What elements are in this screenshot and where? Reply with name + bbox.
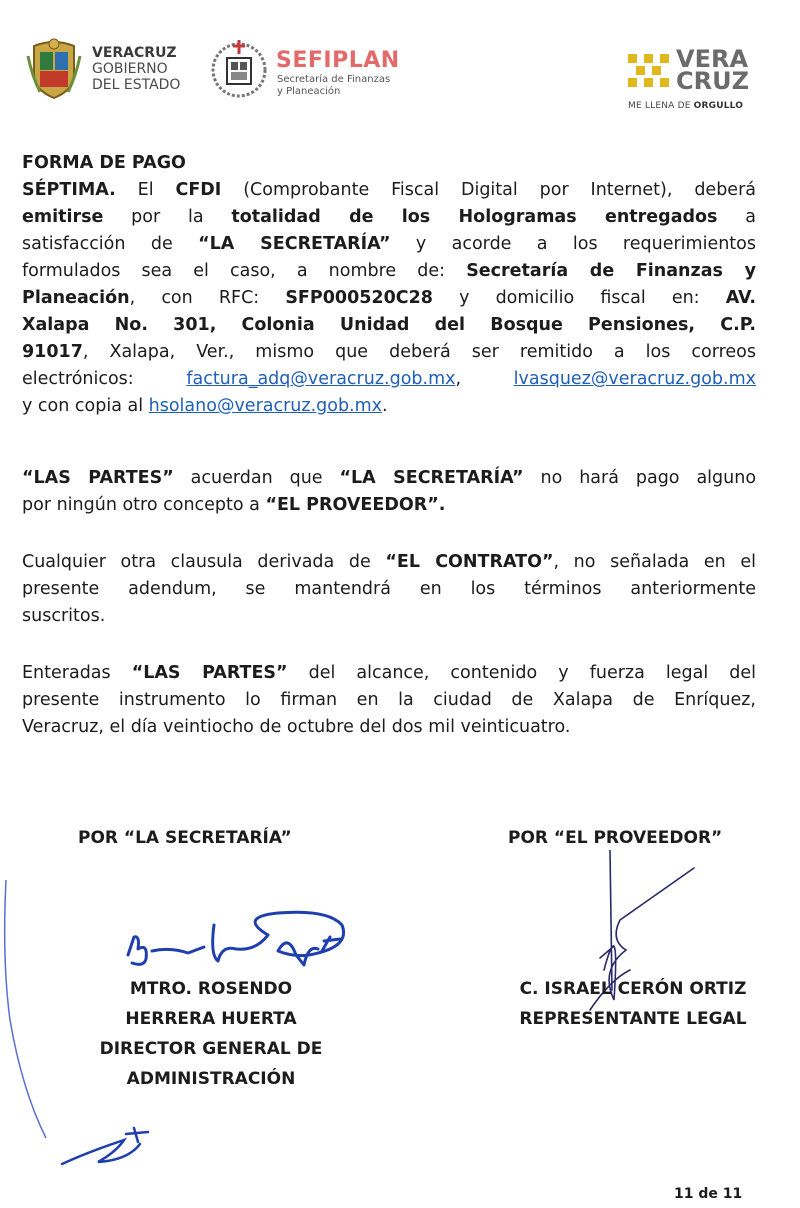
- signatory-proveedor: [478, 974, 788, 1034]
- veracruz-brand-word: [676, 45, 749, 95]
- sefiplan-sub-2: y Planeación: [277, 86, 341, 97]
- p4-line-3: Veracruz, el día veintiocho de octubre del dos mil veinticuatro.: [22, 717, 571, 737]
- p4-l1-c: del alcance, contenido y fuerza legal del: [287, 663, 756, 683]
- vera-tag-bold: ORGULLO: [693, 101, 744, 111]
- p3-line-1: [22, 549, 756, 576]
- p2-l2-b: “EL PROVEEDOR”: [265, 495, 439, 515]
- gob-line-1: VERACRUZ: [92, 45, 177, 61]
- right-name-1: C. ISRAEL CERÓN ORTIZ: [519, 979, 747, 999]
- email-link-factura[interactable]: factura_adq@veracruz.gob.mx: [186, 369, 456, 389]
- signature-heading-secretaria: POR “LA SECRETARÍA”: [78, 828, 292, 848]
- p3-l1-c: , no señalada en el: [553, 552, 757, 572]
- clause-line-8: [22, 366, 756, 393]
- sefiplan-title: SEFIPLAN: [276, 48, 400, 73]
- c-l5-b: , con RFC:: [129, 288, 286, 308]
- clause-heading: FORMA DE PAGO: [22, 153, 186, 173]
- c-l9-b: .: [382, 396, 388, 416]
- c-l1-a: SÉPTIMA.: [22, 180, 116, 200]
- p2-l1-a: “LAS PARTES”: [22, 468, 174, 488]
- paragraph-no-payment: [22, 465, 756, 519]
- c-l1-d: (Comprobante Fiscal Digital por Internet), deberá: [221, 180, 756, 200]
- p3-l1-a: Cualquier otra clausula derivada de: [22, 552, 386, 572]
- vera-line-1: VERA: [676, 45, 749, 73]
- clause-line-9: [22, 393, 756, 420]
- c-l5-e: AV.: [725, 288, 756, 308]
- p2-l1-d: no hará pago alguno: [523, 468, 757, 488]
- c-l5-a: Planeación: [22, 288, 130, 308]
- right-name-2: REPRESENTANTE LEGAL: [519, 1009, 747, 1029]
- p4-line-2: presente instrumento lo firman en la ciudad de Xalapa de Enríquez,: [22, 690, 756, 710]
- c-l3-a: satisfacción de: [22, 234, 199, 254]
- c-l3-b: “LA SECRETARÍA”: [198, 234, 391, 254]
- vera-tag-pre: ME LLENA DE: [628, 101, 694, 111]
- p2-l2-a: por ningún otro concepto a: [22, 495, 266, 515]
- veracruz-coat-of-arms-icon: [26, 36, 82, 100]
- c-l8-a: electrónicos:: [22, 369, 187, 389]
- c-l4-a: formulados sea el caso, a nombre de:: [22, 261, 467, 281]
- sefiplan-subtitle: [277, 74, 390, 98]
- left-name-4: ADMINISTRACIÓN: [126, 1069, 296, 1089]
- veracruz-brand-mark-icon: [628, 52, 670, 90]
- p2-line-1: [22, 465, 756, 492]
- clause-line-6: Xalapa No. 301, Colonia Unidad del Bosque Pensiones, C.P.: [22, 315, 756, 335]
- clause-septima: [22, 150, 756, 420]
- c-l4-b: Secretaría de Finanzas y: [466, 261, 756, 281]
- sefiplan-sub-1: Secretaría de Finanzas: [277, 74, 391, 85]
- clause-line-7: [22, 339, 756, 366]
- p3-line-2: presente adendum, se mantendrá en los términos anteriormente: [22, 579, 756, 599]
- page-number: 11 de 11: [674, 1186, 743, 1202]
- c-l1-b: El: [115, 180, 176, 200]
- left-name-1: MTRO. ROSENDO: [129, 979, 293, 999]
- c-l2-b: por la: [103, 207, 232, 227]
- c-l2-c: totalidad de los Hologramas entregados: [231, 207, 718, 227]
- clause-line-5: [22, 285, 756, 312]
- veracruz-tagline: [628, 101, 743, 111]
- email-link-lvasquez[interactable]: lvasquez@veracruz.gob.mx: [513, 369, 756, 389]
- c-l7-a: 91017: [22, 342, 83, 362]
- clause-line-2: [22, 204, 756, 231]
- c-l5-d: y domicilio fiscal en:: [432, 288, 726, 308]
- p4-l1-b: “LAS PARTES”: [131, 663, 288, 683]
- c-l7-b: , Xalapa, Ver., mismo que deberá ser remitido a los correos: [82, 342, 756, 362]
- c-l3-c: y acorde a los requerimientos: [390, 234, 756, 254]
- clause-line-3: [22, 231, 756, 258]
- email-link-hsolano[interactable]: hsolano@veracruz.gob.mx: [148, 396, 383, 416]
- p4-line-1: [22, 660, 756, 687]
- signature-rosendo-icon: [118, 905, 358, 985]
- c-l2-a: emitirse: [22, 207, 104, 227]
- c-l5-c: SFP000520C28: [285, 288, 433, 308]
- signatory-secretaria: [56, 974, 366, 1094]
- clause-line-4: [22, 258, 756, 285]
- c-l8-b: ,: [455, 369, 514, 389]
- paragraph-other-clauses: [22, 549, 756, 630]
- left-name-3: DIRECTOR GENERAL DE: [99, 1039, 323, 1059]
- c-l1-c: CFDI: [175, 180, 222, 200]
- margin-line-icon: [0, 880, 60, 1140]
- c-l9-a: y con copia al: [22, 396, 149, 416]
- clause-line-1: [22, 177, 756, 204]
- p2-l1-b: acuerdan que: [173, 468, 340, 488]
- signature-heading-proveedor: POR “EL PROVEEDOR”: [508, 828, 723, 848]
- initials-icon: [58, 1112, 158, 1172]
- gob-line-3: DEL ESTADO: [92, 77, 181, 93]
- p4-l1-a: Enteradas: [22, 663, 132, 683]
- vera-line-2: CRUZ: [676, 67, 749, 95]
- p2-line-2: [22, 492, 756, 519]
- c-l2-d: a: [717, 207, 756, 227]
- p2-l2-c: .: [438, 495, 446, 515]
- gobierno-logo-text: [92, 45, 180, 93]
- left-name-2: HERRERA HUERTA: [125, 1009, 297, 1029]
- p3-line-3: suscritos.: [22, 606, 106, 626]
- paragraph-signing: [22, 660, 756, 741]
- p2-l1-c: “LA SECRETARÍA”: [339, 468, 524, 488]
- sefiplan-emblem-icon: [210, 38, 268, 98]
- p3-l1-b: “EL CONTRATO”: [385, 552, 554, 572]
- gob-line-2: GOBIERNO: [92, 61, 168, 77]
